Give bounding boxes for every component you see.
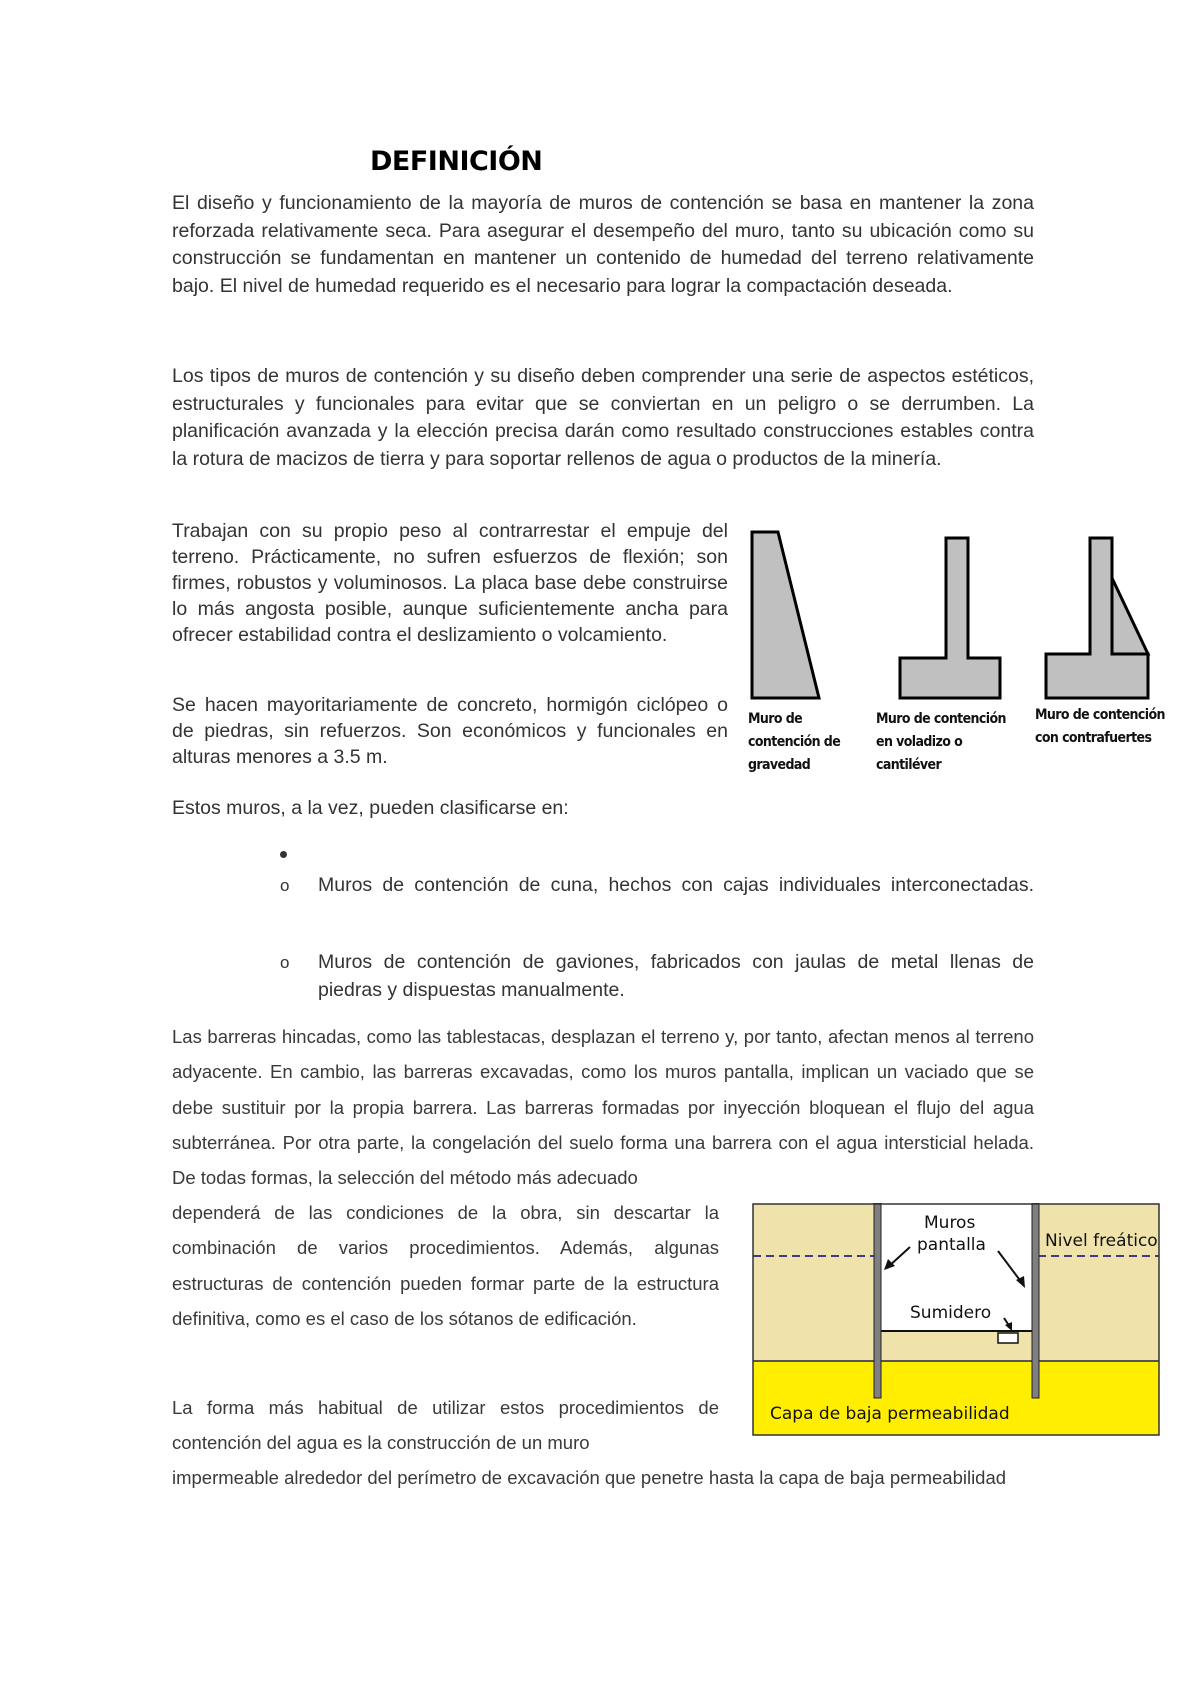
paragraph-perimeter: impermeable alrededor del perímetro de excavación que penetre hasta la capa de baja permeabilidad <box>172 1467 1007 1488</box>
cantilever-wall-shape <box>900 538 1000 698</box>
diaphragm-wall-left <box>874 1203 881 1398</box>
label-low-permeability: Capa de baja permeabilidad <box>770 1404 1010 1424</box>
label-water-table: Nivel freático <box>1045 1231 1158 1251</box>
paragraph-gravity-walls: Trabajan con su propio peso al contrarrestar el empuje del terreno. Prácticamente, no sufren esfuerzos de flexión; son firmes, robustos y voluminosos. La placa base debe construirse lo más angosta posible, aunque suficientemente ancha para ofrecer estabilidad contra el deslizamiento o volcamiento. <box>172 520 728 646</box>
label-sump: Sumidero <box>910 1303 992 1323</box>
soil-upper-left <box>753 1204 879 1361</box>
list-marker: o <box>280 953 290 972</box>
bullet-point <box>280 851 287 858</box>
list-item-text: Muros de contención de gaviones, fabricados con jaulas de metal llenas de piedras y dispuestas manualmente. <box>318 951 1034 1001</box>
paragraph-wall-types: Los tipos de muros de contención y su diseño deben comprender una serie de aspectos estéticos, estructurales y funcionales para evitar que se conviertan en un peligro o se derrumben. La planificación avanzada y la elección precisa darán como resultado construcciones estables contra la rotura de macizos de tierra y para soportar rellenos de agua o productos de la minería. <box>172 365 1034 470</box>
paragraph-barriers: Las barreras hincadas, como las tablestacas, desplazan el terreno y, por tanto, afectan menos al terreno adyacente. En cambio, las barreras excavadas, como los muros pantalla, implican un vaciado que se debe sustituir por la propia barrera. Las barreras formadas por inyección bloquean el flujo del agua subterránea. Por otra parte, la congelación del suelo forma una barrera con el agua intersticial helada. De todas formas, la selección del método más adecuado <box>172 1026 1034 1189</box>
list-item <box>280 949 1034 1004</box>
list-item-text: Muros de contención de cuna, hechos con cajas individuales interconectadas. <box>318 874 1034 896</box>
label-walls-line2: pantalla <box>917 1235 986 1255</box>
diaphragm-walls-diagram <box>752 1203 1160 1436</box>
paragraph-common-method: La forma más habitual de utilizar estos procedimientos de contención del agua es la construcción de un muro <box>172 1397 719 1454</box>
counterfort-brace-shape <box>1112 578 1148 654</box>
figure-retaining-wall-types <box>748 522 1178 773</box>
counterfort-wall-shape <box>1046 538 1148 698</box>
paragraph-materials: Se hacen mayoritariamente de concreto, hormigón ciclópeo o de piedras, sin refuerzos. Son económicos y funcionales en alturas menores a 3.5 m. <box>172 694 728 768</box>
paragraph-conditions: dependerá de las condiciones de la obra, sin descartar la combinación de varios procedimientos. Además, algunas estructuras de contención pueden formar parte de la estructura definitiva, como es el caso de los sótanos de edificación. <box>172 1202 719 1329</box>
diaphragm-wall-right <box>1032 1203 1039 1398</box>
list-marker: o <box>280 876 290 895</box>
arrow-left-head <box>884 1259 895 1270</box>
retaining-wall-shapes <box>748 522 1178 707</box>
list-item <box>280 872 1034 900</box>
arrow-right-line <box>998 1251 1022 1283</box>
paragraph-classification: Estos muros, a la vez, pueden clasificarse en: <box>172 797 569 819</box>
paragraph-design-intro: El diseño y funcionamiento de la mayoría de muros de contención se basa en mantener la zona reforzada relativamente seca. Para asegurar el desempeño del muro, tanto su ubicación como su construcción se fundamentan en mantener un contenido de humedad del terreno relativamente bajo. El nivel de humedad requerido es el necesario para lograr la compactación deseada. <box>172 192 1034 297</box>
figure-diaphragm-walls <box>752 1203 1160 1436</box>
caption-counterfort-wall: Muro de contención con contrafuertes <box>1035 707 1165 746</box>
page-title: DEFINICIÓN <box>370 146 543 177</box>
caption-gravity-wall: Muro de contención de gravedad <box>748 711 841 773</box>
label-walls-line1: Muros <box>924 1213 976 1233</box>
soil-upper-right <box>1033 1204 1159 1361</box>
sump-pit <box>998 1333 1018 1343</box>
caption-cantilever-wall: Muro de contención en voladizo o cantiléver <box>876 711 1006 773</box>
gravity-wall-shape <box>752 532 819 698</box>
